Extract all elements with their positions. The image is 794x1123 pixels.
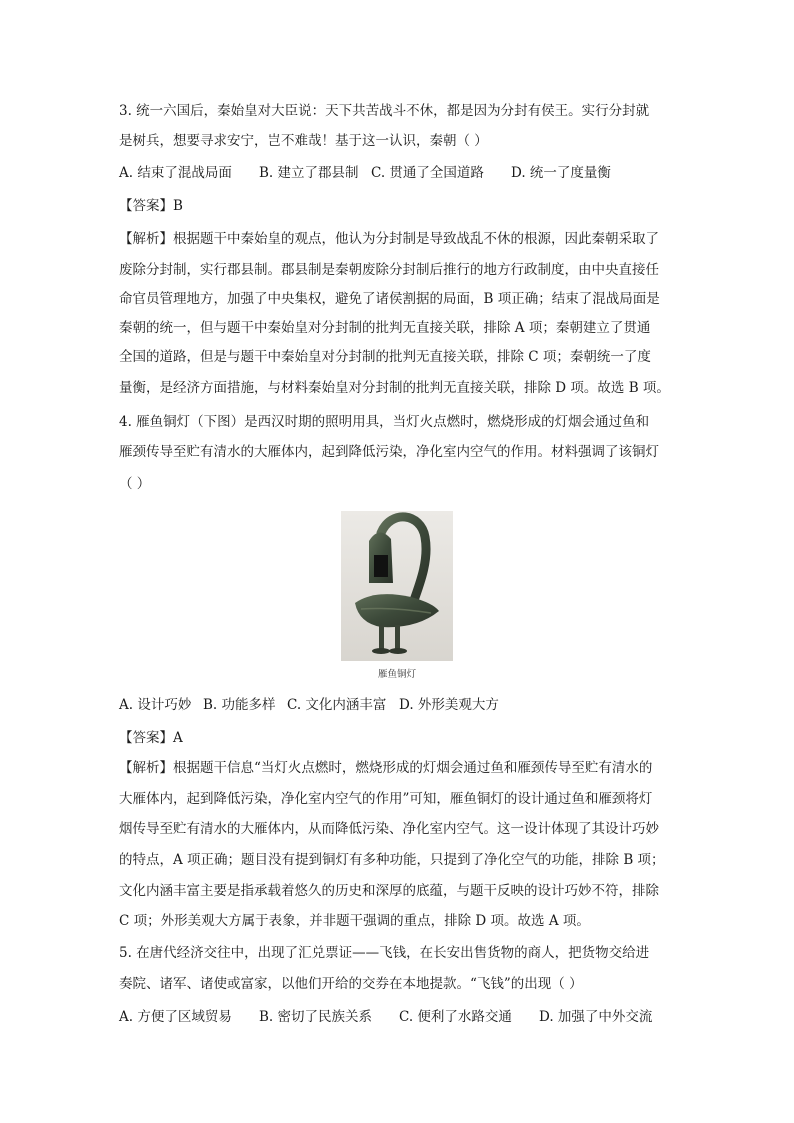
q3-analysis-line-2: 废除分封制，实行郡县制。郡县制是秦朝废除分封制后推行的地方行政制度，由中央直接任 bbox=[119, 262, 659, 278]
q4-analysis-line-4: 的特点，A 项正确；题目没有提到铜灯有多种功能，只提到了净化空气的功能，排除 B 项； bbox=[119, 852, 665, 868]
q3-option-c: C. 贯通了全国道路 bbox=[371, 165, 484, 181]
bronze-lamp-photo bbox=[341, 511, 453, 661]
q4-analysis-line-2: 大雁体内，起到降低污染，净化室内空气的作用”可知，雁鱼铜灯的设计通过鱼和雁颈将灯 bbox=[119, 791, 653, 807]
q3-stem-line-2: 是树兵，想要寻求安宁，岂不难哉！基于这一认识，秦朝（ ） bbox=[119, 133, 488, 149]
goose-fish-lamp-icon bbox=[341, 511, 453, 661]
q5-stem-line-1: 5. 在唐代经济交往中，出现了汇兑票证——飞钱，在长安出售货物的商人，把货物交给进 bbox=[119, 945, 650, 961]
q5-option-d: D. 加强了中外交流 bbox=[539, 1009, 653, 1025]
q5-option-a: A. 方便了区域贸易 bbox=[119, 1009, 232, 1025]
q4-options bbox=[119, 694, 679, 716]
q4-analysis-line-6: C 项；外形美观大方属于表象，并非题干强调的重点，排除 D 项。故选 A 项。 bbox=[119, 913, 590, 929]
q5-option-c: C. 便利了水路交通 bbox=[399, 1009, 512, 1025]
q5-stem-line-2: 奏院、诸军、诸使或富家，以他们开给的交券在本地提款。“飞钱”的出现（ ） bbox=[119, 976, 583, 992]
q4-stem-line-3: （ ） bbox=[119, 476, 151, 492]
q4-option-a: A. 设计巧妙 bbox=[119, 697, 192, 713]
q4-stem-line-2: 雁颈传导至贮有清水的大雁体内，起到降低污染，净化室内空气的作用。材料强调了该铜灯 bbox=[119, 444, 659, 460]
q4-option-d: D. 外形美观大方 bbox=[399, 697, 499, 713]
q5-option-b: B. 密切了民族关系 bbox=[259, 1009, 373, 1025]
q3-option-d: D. 统一了度量衡 bbox=[511, 165, 611, 181]
q3-analysis-line-1: 【解析】根据题干中秦始皇的观点，他认为分封制是导致战乱不休的根源，因此秦朝采取了 bbox=[119, 231, 659, 247]
figure-caption: 雁鱼铜灯 bbox=[377, 669, 416, 680]
q3-analysis-line-3: 命官员管理地方，加强了中央集权，避免了诸侯割据的局面，B 项正确；结束了混战局面是 bbox=[119, 291, 660, 307]
q3-option-a: A. 结束了混战局面 bbox=[119, 165, 232, 181]
q4-analysis-line-5: 文化内涵丰富主要是指承载着悠久的历史和深厚的底蕴，与题干反映的设计巧妙不符，排除 bbox=[119, 883, 659, 899]
q3-stem-line-1: 3. 统一六国后，秦始皇对大臣说：天下共苦战斗不休，都是因为分封有侯王。实行分封就 bbox=[119, 103, 650, 119]
q4-option-b: B. 功能多样 bbox=[203, 697, 276, 713]
q3-answer: 【答案】B bbox=[119, 198, 183, 214]
q4-answer: 【答案】A bbox=[119, 730, 183, 746]
q3-analysis-line-4: 秦朝的统一，但与题干中秦始皇对分封制的批判无直接关联，排除 A 项；秦朝建立了贯通 bbox=[119, 320, 651, 336]
q4-analysis-line-3: 烟传导至贮有清水的大雁体内，从而降低污染、净化室内空气。这一设计体现了其设计巧妙 bbox=[119, 821, 659, 837]
q4-analysis-line-1: 【解析】根据题干信息“当灯火点燃时，燃烧形成的灯烟会通过鱼和雁颈传导至贮有清水的 bbox=[119, 760, 653, 776]
q3-option-b: B. 建立了郡县制 bbox=[259, 165, 359, 181]
q4-stem-line-1: 4. 雁鱼铜灯（下图）是西汉时期的照明用具，当灯火点燃时，燃烧形成的灯烟会通过鱼和 bbox=[119, 414, 650, 430]
q3-options bbox=[119, 162, 679, 184]
q4-option-c: C. 文化内涵丰富 bbox=[287, 697, 387, 713]
q3-analysis-line-6: 量衡，是经济方面措施，与材料秦始皇对分封制的批判无直接关联，排除 D 项。故选 B 项。 bbox=[119, 380, 670, 396]
q5-options bbox=[119, 1006, 679, 1028]
q3-analysis-line-5: 全国的道路，但是与题干中秦始皇对分封制的批判无直接关联，排除 C 项；秦朝统一了度 bbox=[119, 349, 651, 365]
